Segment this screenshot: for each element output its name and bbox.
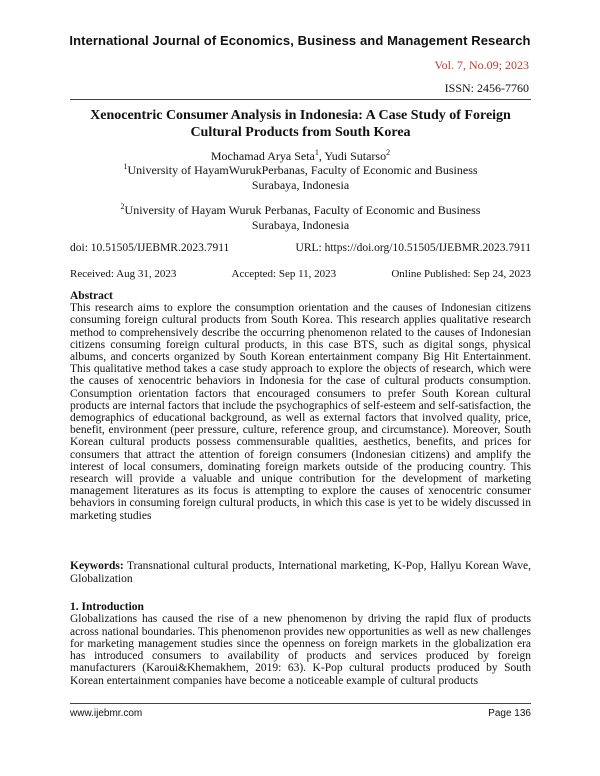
- keywords-section: [70, 560, 531, 586]
- affil-line: Surabaya, Indonesia: [251, 178, 350, 192]
- doi-url[interactable]: URL: https://doi.org/10.51505/IJEBMR.2023.7911: [295, 242, 531, 254]
- affiliation-1: [70, 163, 531, 193]
- introduction-text: Globalizations has caused the rise of a new phenomenon by driving the rapid flux of products across national boundaries. This phenomenon provides new opportunities as well as new challenges for marketing management studies since the openness on foreign markets in the globalization era has introduced consumers to availability of products and services produced by foreign manufacturers (Karoui&Khemakhem, 2019: 63). K-Pop cultural products produced by South Korean entertainment companies have become a noticeable example of cultural products: [70, 613, 531, 687]
- doi: doi: 10.51505/IJEBMR.2023.7911: [70, 242, 230, 254]
- footer-divider: [70, 703, 531, 704]
- abstract-heading: Abstract: [70, 290, 113, 302]
- footer-website[interactable]: www.ijebmr.com: [70, 708, 143, 719]
- header-divider: [70, 99, 531, 100]
- author-list: [70, 149, 531, 164]
- paper-title: Xenocentric Consumer Analysis in Indonesia: A Case Study of Foreign Cultural Products from South Korea: [90, 108, 511, 140]
- doi-row: [70, 242, 531, 254]
- introduction-section: [70, 601, 531, 687]
- author-name: Yudi Sutarso: [324, 149, 387, 163]
- keywords-text: Transnational cultural products, International marketing, K-Pop, Hallyu Korean Wave, Globalization: [70, 560, 531, 585]
- affil-line: University of Hayam Wuruk Perbanas, Faculty of Economic and Business: [124, 203, 481, 217]
- volume-issue: Vol. 7, No.09; 2023: [434, 58, 529, 72]
- page-number: Page 136: [488, 708, 531, 719]
- abstract-text: This research aims to explore the consumption orientation and the causes of Indonesian citizens consuming foreign cultural products from South Korea. This research applies qualitative research method to comprehensively describe the occurring phenomenon related to the causes of Indonesian citizens consuming foreign cultural products, in this case BTS, such as digital songs, physical albums, and concerts organized by South Korean entertainment company Big Hit Entertainment. This qualitative method takes a case study approach to explore the objects of research, which were the causes of xenocentric behaviors in Indonesia for the case of cultural products consumption. Consumption orientation factors that encouraged consumers to prefer South Korean cultural products are internal factors that include the psychographics of self-esteem and self-satisfaction, the demographics of educational background, as well as external factors that involved quality, price, benefit, environment (peer pressure, culture, reference group, and circumstance). Moreover, South Korean cultural products possess commensurable qualities, aesthetics, benefits, and prices for consumers that attract the attention of foreign consumers (Indonesian citizens) and amplify the interest of local consumers, dominating foreign markets outside of the producing country. This research will provide a valuable and unique contribution for the development of marketing management literatures as its focus is attempting to explore the causes of xenocentric consumer behaviors in consuming foreign cultural products, in which this case is yet to be widely discussed in marketing studies: [70, 302, 531, 522]
- author-name: Mochamad Arya Seta: [210, 149, 315, 163]
- journal-title: International Journal of Economics, Business and Management Research: [69, 33, 531, 48]
- issn: ISSN: 2456-7760: [444, 81, 529, 95]
- introduction-heading: 1. Introduction: [70, 601, 144, 613]
- affil-line: Surabaya, Indonesia: [251, 218, 350, 232]
- keywords-label: Keywords:: [70, 560, 124, 572]
- received-date: Received: Aug 31, 2023: [70, 268, 177, 280]
- affiliation-2: [70, 203, 531, 233]
- author-separator: ,: [318, 149, 325, 163]
- author-affil-mark: 1: [314, 148, 319, 157]
- author-affil-mark: 2: [386, 148, 391, 157]
- published-date: Online Published: Sep 24, 2023: [391, 268, 531, 280]
- affil-mark: 2: [120, 202, 125, 211]
- accepted-date: Accepted: Sep 11, 2023: [231, 268, 337, 280]
- dates-row: [70, 268, 531, 280]
- affil-mark: 1: [123, 162, 128, 171]
- abstract-section: [70, 290, 531, 522]
- page-footer: [70, 708, 531, 719]
- affil-line: University of HayamWurukPerbanas, Faculty of Economic and Business: [127, 163, 478, 177]
